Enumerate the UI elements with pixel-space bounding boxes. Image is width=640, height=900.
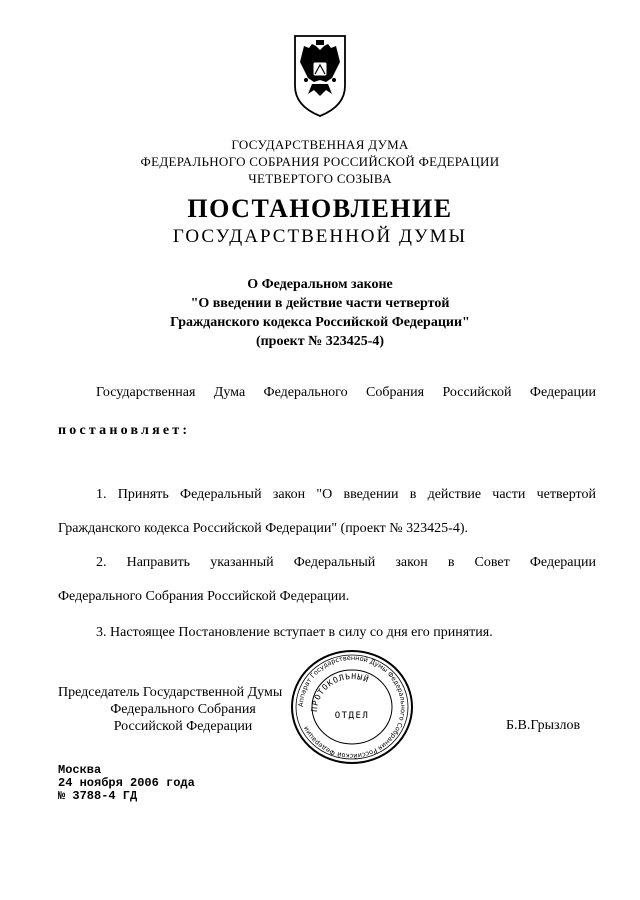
signer-name: Б.В.Грызлов: [506, 718, 581, 733]
footer-city: Москва: [58, 763, 102, 777]
position-line2: Федерального Собрания: [110, 702, 256, 717]
document-subtitle: ГОСУДАРСТВЕННОЙ ДУМЫ: [172, 226, 468, 247]
subject-line4: (проект № 323425-4): [255, 334, 385, 349]
double-headed-eagle-icon: [292, 34, 348, 118]
document-title: ПОСТАНОВЛЕНИЕ: [187, 194, 453, 223]
subject-line2: "О введении в действие части четвертой: [190, 296, 450, 311]
item2-line2: Федерального Собрания Российской Федерации.: [58, 589, 350, 604]
signatory-position: [58, 684, 308, 735]
official-stamp: [287, 648, 417, 766]
org-name-line3: ЧЕТВЕРТОГО СОЗЫВА: [248, 171, 392, 186]
footer-date: 24 ноября 2006 года: [58, 776, 195, 790]
item2-line1: 2. Направить указанный Федеральный закон в Совет Федерации: [96, 555, 596, 570]
item1-line1: 1. Принять Федеральный закон "О введении в действие части четвертой: [96, 487, 596, 502]
footer-number: № 3788-4 ГД: [58, 789, 138, 803]
position-line3: Российской Федерации: [113, 719, 253, 734]
org-name-line2: ФЕДЕРАЛЬНОГО СОБРАНИЯ РОССИЙСКОЙ ФЕДЕРАЦИИ: [140, 154, 500, 169]
stamp-inner-text: ПРОТОКОЛЬНЫЙ: [309, 671, 371, 713]
stamp-center-text: ОТДЕЛ: [334, 711, 370, 721]
intro-paragraph: Государственная Дума Федерального Собрания Российской Федерации: [96, 385, 596, 400]
org-name-line1: ГОСУДАРСТВЕННАЯ ДУМА: [231, 137, 409, 152]
item1-line2: Гражданского кодекса Российской Федерации" (проект № 323425-4).: [58, 521, 468, 536]
subject-line3: Гражданского кодекса Российской Федерации": [170, 315, 470, 330]
stamp-outer-text: Аппарат Государственной Думы Федерального Собрания Российской Федерации: [296, 653, 408, 761]
item3-line: 3. Настоящее Постановление вступает в силу со дня его принятия.: [96, 625, 493, 640]
resolves-word: постановляет:: [58, 423, 191, 438]
subject-line1: О Федеральном законе: [247, 277, 393, 292]
position-line1: Председатель Государственной Думы: [58, 685, 283, 700]
